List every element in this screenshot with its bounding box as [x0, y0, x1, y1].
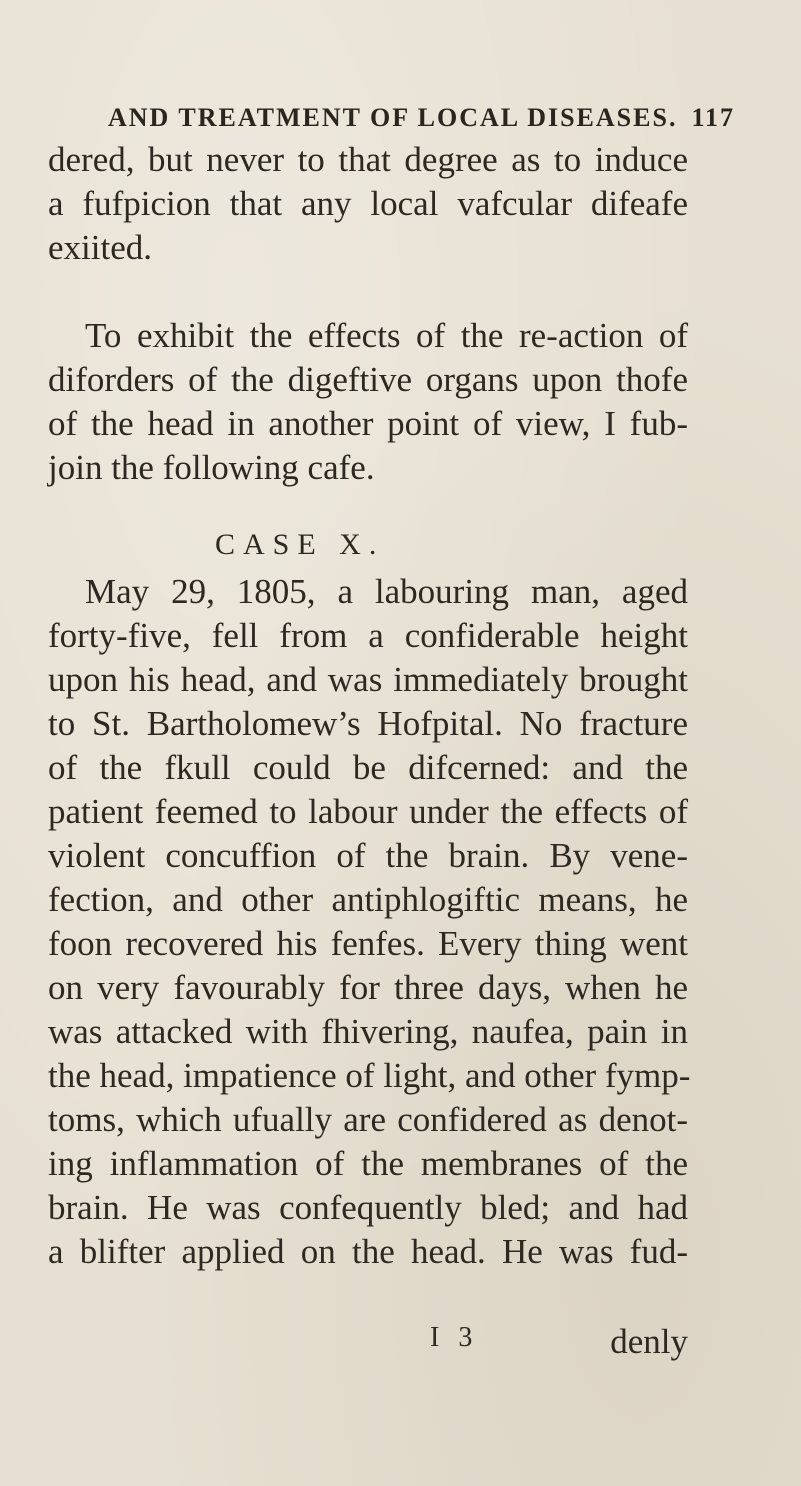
running-head-title: AND TREATMENT OF LOCAL DISEASES.: [108, 103, 678, 132]
running-head: [108, 103, 736, 133]
text-line: foon recovered his fenfes. Every thing went: [48, 924, 688, 963]
text-line: a blifter applied on the head. He was fud-: [48, 1232, 688, 1271]
text-line: join the following cafe.: [48, 448, 375, 487]
text-line: of the head in another point of view, I fub-: [48, 404, 688, 443]
catchword: denly: [610, 1322, 688, 1361]
text-line: was attacked with fhivering, naufea, pain in: [48, 1012, 688, 1051]
text-line: ing inflammation of the membranes of the: [48, 1144, 688, 1183]
text-line: patient feemed to labour under the effects of: [48, 792, 688, 831]
text-line: May 29, 1805, a labouring man, aged: [85, 572, 688, 611]
case-heading: CASE X.: [215, 528, 385, 561]
text-line: dered, but never to that degree as to induce: [48, 140, 688, 179]
text-line: To exhibit the effects of the re-action of: [85, 316, 688, 355]
text-line: on very favourably for three days, when he: [48, 968, 688, 1007]
text-line: upon his head, and was immediately brought: [48, 660, 688, 699]
text-line: forty-five, fell from a confiderable height: [48, 616, 688, 655]
text-line: of the fkull could be difcerned: and the: [48, 748, 688, 787]
text-line: toms, which ufually are confidered as denot-: [48, 1100, 688, 1139]
text-line: the head, impatience of light, and other fymp-: [48, 1056, 691, 1095]
text-line: exiited.: [48, 228, 152, 267]
page-number: 117: [691, 103, 736, 132]
text-line: fection, and other antiphlogiftic means, he: [48, 880, 688, 919]
text-line: diforders of the digeftive organs upon thofe: [48, 360, 688, 399]
text-line: brain. He was confequently bled; and had: [48, 1188, 688, 1227]
text-line: a fufpicion that any local vafcular difeafe: [48, 184, 688, 223]
signature-mark: I 3: [430, 1322, 479, 1353]
text-line: violent concuffion of the brain. By vene-: [48, 836, 688, 875]
page-footer: [48, 1322, 688, 1366]
text-line: to St. Bartholomew’s Hofpital. No fracture: [48, 704, 688, 743]
